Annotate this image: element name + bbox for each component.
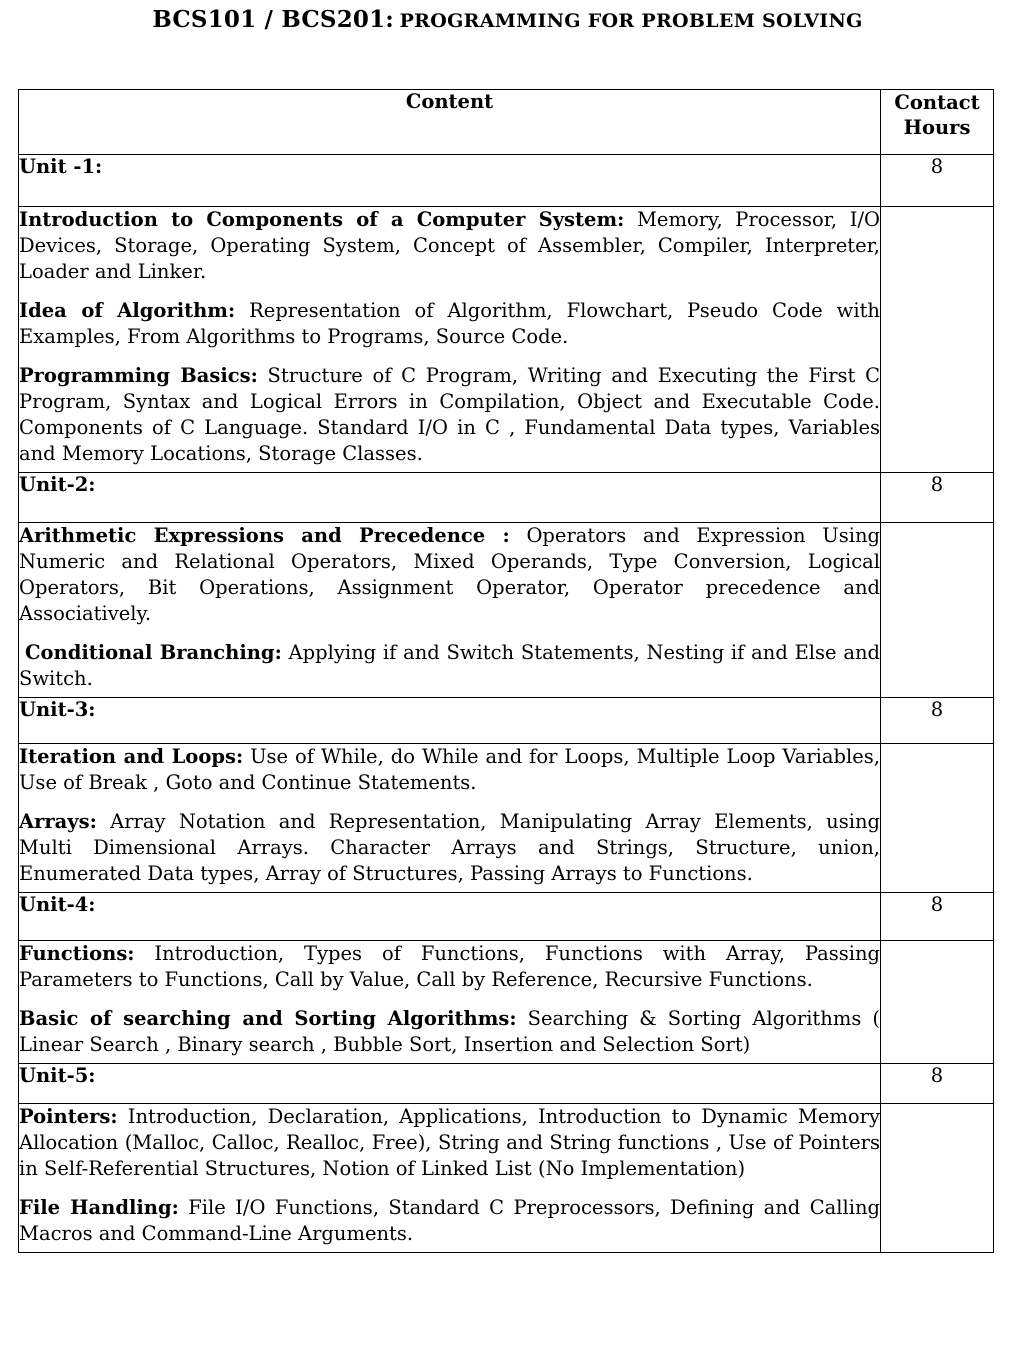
unit-hours: 8 <box>881 1064 994 1104</box>
topic-heading: Introduction to Components of a Computer System: <box>19 208 625 231</box>
unit-content-row <box>19 1104 994 1253</box>
header-contact-hours <box>881 90 994 155</box>
topic-heading: Arrays: <box>19 810 97 833</box>
topic-text: Introduction, Types of Functions, Functions with Array, Passing Parameters to Functions, Call by Value, Call by Reference, Recursive Functions. <box>19 942 880 991</box>
empty-hours-cell <box>881 941 994 1064</box>
course-subject: PROGRAMMING FOR PROBLEM SOLVING <box>399 10 863 32</box>
empty-hours-cell <box>881 207 994 473</box>
topic-heading: Iteration and Loops: <box>19 745 244 768</box>
unit-content-row <box>19 207 994 473</box>
topic-heading: File Handling: <box>19 1196 179 1219</box>
header-content: Content <box>19 90 881 155</box>
unit-content-row <box>19 744 994 893</box>
topic-paragraph <box>19 1195 880 1247</box>
topic-heading: Functions: <box>19 942 135 965</box>
header-row <box>19 90 994 155</box>
unit-label: Unit-4: <box>19 893 881 941</box>
empty-hours-cell <box>881 523 994 698</box>
topic-paragraph <box>19 1104 880 1182</box>
unit-content <box>19 1104 881 1253</box>
unit-label: Unit-3: <box>19 698 881 744</box>
header-hours-line1: Contact <box>894 91 980 114</box>
unit-hours: 8 <box>881 473 994 523</box>
unit-row <box>19 1064 994 1104</box>
topic-text: Use of While, do While and for Loops, Multiple Loop Variables, Use of Break , Goto and Continue Statements. <box>19 745 880 794</box>
topic-text: Applying if and Switch Statements, Nesting if and Else and Switch. <box>19 641 881 690</box>
topic-heading: Idea of Algorithm: <box>19 299 236 322</box>
topic-heading: Pointers: <box>19 1105 118 1128</box>
topic-paragraph <box>19 1006 880 1058</box>
unit-row <box>19 698 994 744</box>
topic-text: File I/O Functions, Standard C Preprocessors, Defining and Calling Macros and Command-Line Arguments. <box>19 1196 881 1245</box>
unit-content-row <box>19 941 994 1064</box>
page-title <box>0 6 1015 33</box>
empty-hours-cell <box>881 1104 994 1253</box>
unit-hours: 8 <box>881 155 994 207</box>
unit-label: Unit-5: <box>19 1064 881 1104</box>
unit-content <box>19 941 881 1064</box>
unit-row <box>19 473 994 523</box>
topic-paragraph <box>19 523 880 627</box>
unit-label: Unit-2: <box>19 473 881 523</box>
topic-paragraph <box>19 809 880 887</box>
topic-text: Memory, Processor, I/O Devices, Storage, Operating System, Concept of Assembler, Compiler, Interpreter, Loader and Linker. <box>19 208 880 283</box>
topic-text: Structure of C Program, Writing and Executing the First C Program, Syntax and Logical Errors in Compilation, Object and Executable Code. Components of C Language. Standard I/O in C , Fundamental Data types, Variables and Memory Locations, Storage Classes. <box>19 364 880 465</box>
unit-hours: 8 <box>881 698 994 744</box>
topic-paragraph <box>19 640 880 692</box>
topic-paragraph <box>19 744 880 796</box>
topic-text: Array Notation and Representation, Manipulating Array Elements, using Multi Dimensional Arrays. Character Arrays and Strings, Structure, union, Enumerated Data types, Array of Structures, Passing Arrays to Functions. <box>19 810 881 885</box>
topic-heading: Arithmetic Expressions and Precedence : <box>19 524 510 547</box>
unit-row <box>19 893 994 941</box>
unit-label: Unit -1: <box>19 155 881 207</box>
syllabus-table <box>18 89 994 1253</box>
unit-content <box>19 523 881 698</box>
unit-row <box>19 155 994 207</box>
topic-paragraph <box>19 941 880 993</box>
topic-text: Operators and Expression Using Numeric and Relational Operators, Mixed Operands, Type Conversion, Logical Operators, Bit Operations, Assignment Operator, Operator precedence and Associatively. <box>19 524 880 625</box>
header-hours-line2: Hours <box>903 116 971 139</box>
topic-text: Introduction, Declaration, Applications, Introduction to Dynamic Memory Allocation (Malloc, Calloc, Realloc, Free), String and String functions , Use of Pointers in Self-Referential Structures, Notion of Linked List (No Implementation) <box>19 1105 880 1180</box>
unit-hours: 8 <box>881 893 994 941</box>
unit-content <box>19 744 881 893</box>
unit-content <box>19 207 881 473</box>
topic-heading: Conditional Branching: <box>25 641 282 664</box>
topic-paragraph <box>19 207 880 285</box>
topic-heading: Basic of searching and Sorting Algorithms: <box>19 1007 517 1030</box>
topic-paragraph <box>19 298 880 350</box>
empty-hours-cell <box>881 744 994 893</box>
topic-text: Searching & Sorting Algorithms ( Linear Search , Binary search , Bubble Sort, Insertion and Selection Sort) <box>19 1007 881 1056</box>
topic-paragraph <box>19 363 880 467</box>
topic-heading: Programming Basics: <box>19 364 258 387</box>
topic-text: Representation of Algorithm, Flowchart, Pseudo Code with Examples, From Algorithms to Programs, Source Code. <box>19 299 880 348</box>
course-code: BCS101 / BCS201: <box>152 6 395 33</box>
unit-content-row <box>19 523 994 698</box>
